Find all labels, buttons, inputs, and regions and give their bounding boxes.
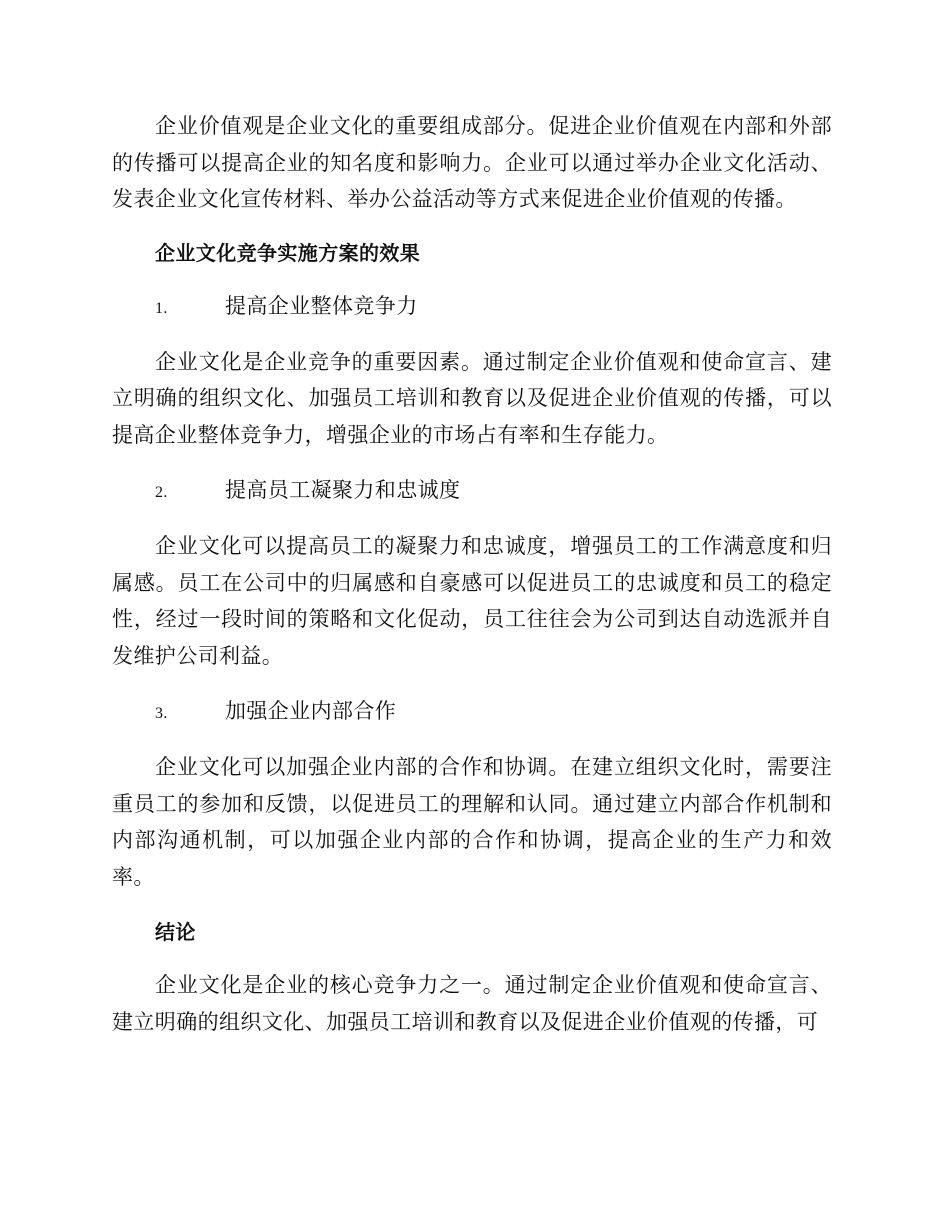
- list-title-3: 加强企业内部合作: [225, 699, 397, 723]
- list-number-1: 1.: [155, 299, 168, 317]
- list-title-2: 提高员工凝聚力和忠诚度: [225, 478, 461, 502]
- list-number-3: 3.: [155, 705, 168, 722]
- list-title-1: 提高企业整体竞争力: [225, 293, 418, 318]
- paragraph-conclusion: 企业文化是企业的核心竞争力之一。通过制定企业价值观和使命宣言、建立明确的组织文化、加强员工培训和教育以及促进企业价值观的传播，可: [112, 973, 832, 1034]
- document-page: [112, 108, 832, 1040]
- list-item-2: [112, 472, 832, 511]
- paragraph-values-spread: 企业价值观是企业文化的重要组成部分。促进企业价值观在内部和外部的传播可以提高企业的知名度和影响力。企业可以通过举办企业文化活动、发表企业文化宣传材料、举办公益活动等方式来促进企业价值观的传播。: [112, 114, 832, 211]
- paragraph-item-1: 企业文化是企业竞争的重要因素。通过制定企业价值观和使命宣言、建立明确的组织文化、加强员工培训和教育以及促进企业价值观的传播，可以提高企业整体竞争力，增强企业的市场占有率和生存能力。: [112, 349, 832, 447]
- section-heading-effects: 企业文化竞争实施方案的效果: [155, 240, 421, 265]
- paragraph-item-3: 企业文化可以加强企业内部的合作和协调。在建立组织文化时，需要注重员工的参加和反馈，以促进员工的理解和认同。通过建立内部合作机制和内部沟通机制，可以加强企业内部的合作和协调，提高企业的生产力和效率。: [112, 755, 832, 889]
- section-heading-conclusion: 结论: [155, 920, 196, 944]
- list-item-1: [112, 288, 832, 327]
- list-number-2: 2.: [155, 484, 168, 501]
- list-item-3: [112, 693, 832, 732]
- paragraph-item-2: 企业文化可以提高员工的凝聚力和忠诚度，增强员工的工作满意度和归属感。员工在公司中的归属感和自豪感可以促进员工的忠诚度和员工的稳定性，经过一段时间的策略和文化促动，员工往往会为公司到达自动选派并自发维护公司利益。: [112, 534, 832, 668]
